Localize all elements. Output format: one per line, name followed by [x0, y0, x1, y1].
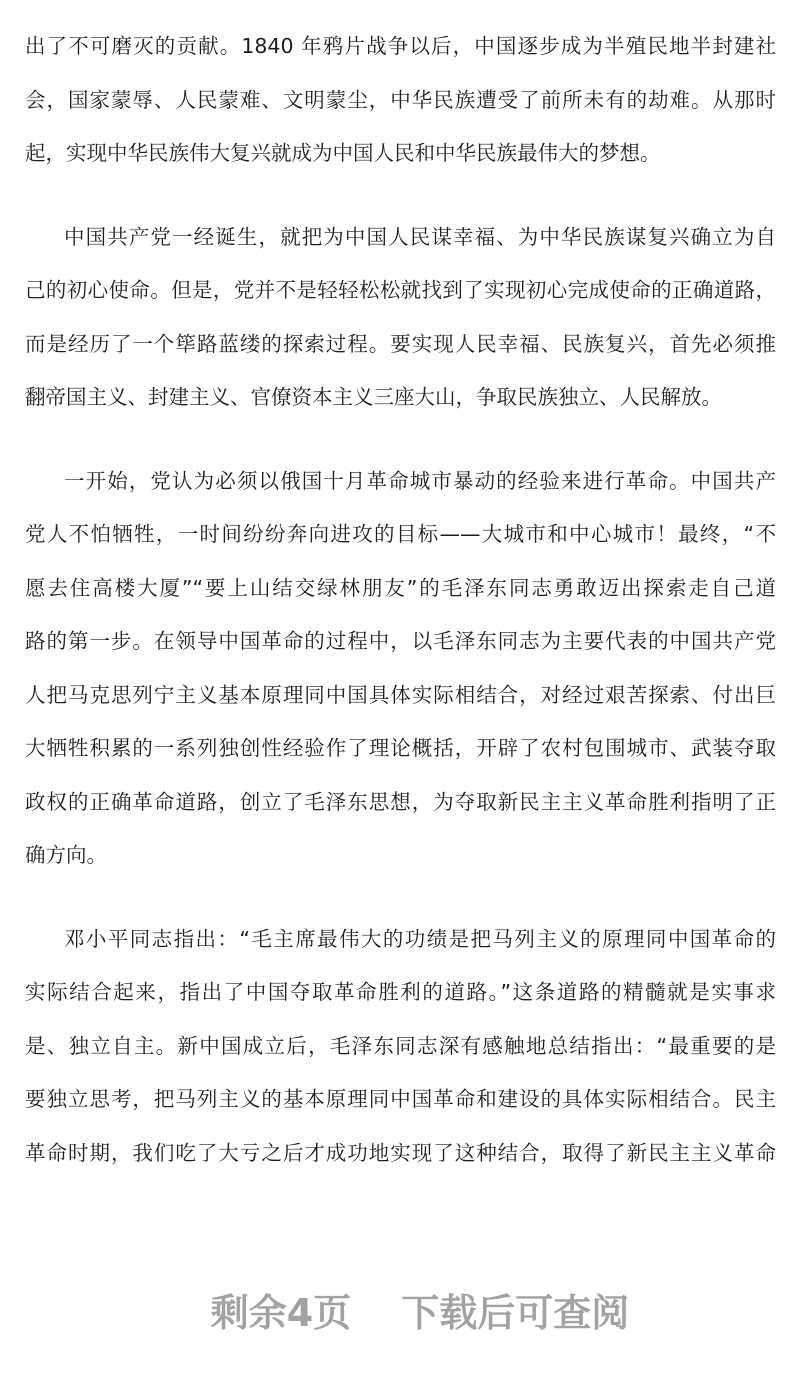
text-line: 翻帝国主义、封建主义、官僚资本主义三座大山，争取民族独立、人民解放。 — [25, 385, 722, 409]
download-hint-label: 下载后可查阅 — [401, 1291, 630, 1335]
text-line: 起，实现中华民族伟大复兴就成为中国人民和中华民族最伟大的梦想。 — [25, 141, 661, 165]
text-line: 确方向。 — [25, 843, 107, 867]
paragraph — [25, 455, 776, 883]
paragraph — [25, 211, 776, 425]
text-line: 革命时期，我们吃了大亏之后才成功地实现了这种结合，取得了新民主主义革命 — [25, 1140, 776, 1165]
text-line: 出了不可磨灭的贡献。1840 年鸦片战争以后，中国逐步成为半殖民地半封建社 — [25, 34, 776, 58]
text-line: 实际结合起来，指出了中国夺取革命胜利的道路。”这条道路的精髓就是实事求 — [25, 980, 776, 1004]
text-line: 人把马克思列宁主义基本原理同中国具体实际相结合，对经过艰苦探索、付出巨 — [25, 682, 776, 707]
text-line: 愿去住高楼大厦”“要上山结交绿林朋友”的毛泽东同志勇敢迈出探索走自己道 — [25, 575, 776, 600]
text-line: 邓小平同志指出：“毛主席最伟大的功绩是把马列主义的原理同中国革命的 — [64, 926, 776, 951]
text-line: 路的第一步。在领导中国革命的过程中，以毛泽东同志为主要代表的中国共产党 — [25, 629, 776, 653]
text-line: 一开始，党认为必须以俄国十月革命城市暴动的经验来进行革命。中国共产 — [64, 468, 776, 493]
text-line: 己的初心使命。但是，党并不是轻轻松松就找到了实现初心完成使命的正确道路， — [25, 278, 776, 302]
text-line: 中国共产党一经诞生，就把为中国人民谋幸福、为中华民族谋复兴确立为自 — [64, 224, 776, 249]
text-line: 是、独立自主。新中国成立后，毛泽东同志深有感触地总结指出：“最重要的是 — [25, 1033, 776, 1058]
text-line: 大牺牲积累的一系列独创性经验作了理论概括，开辟了农村包围城市、武装夺取 — [25, 736, 776, 760]
preview-limit-banner — [0, 1286, 800, 1340]
text-line: 党人不怕牺牲，一时间纷纷奔向进攻的目标——大城市和中心城市！最终，“不 — [25, 522, 776, 546]
text-line: 而是经历了一个筚路蓝缕的探索过程。要实现人民幸福、民族复兴，首先必须推 — [25, 331, 776, 356]
text-line: 要独立思考，把马列主义的基本原理同中国革命和建设的具体实际相结合。民主 — [25, 1087, 776, 1111]
remaining-pages-label: 剩余4页 — [210, 1291, 352, 1335]
paragraph — [25, 913, 776, 1181]
text-line: 会，国家蒙辱、人民蒙难、文明蒙尘，中华民族遭受了前所未有的劫难。从那时 — [25, 87, 776, 112]
paragraph — [25, 20, 776, 181]
document-body — [25, 20, 776, 1180]
text-line: 政权的正确革命道路，创立了毛泽东思想，为夺取新民主主义革命胜利指明了正 — [25, 789, 776, 814]
